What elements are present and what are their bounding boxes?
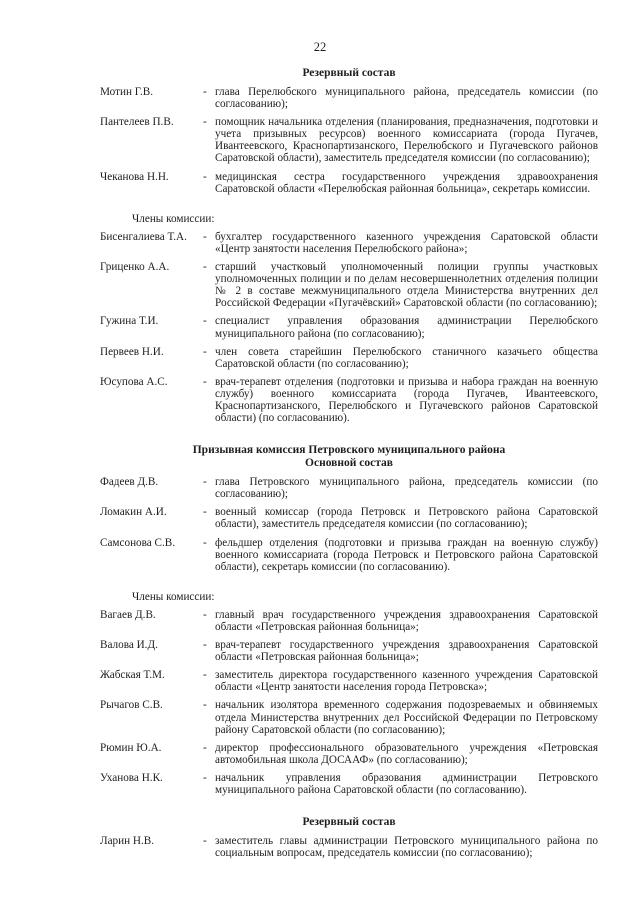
list-item bbox=[100, 376, 598, 424]
member-name: Рычагов С.В. bbox=[100, 699, 163, 712]
section-heading: Основной состав bbox=[305, 457, 393, 470]
member-name: Гриценко А.А. bbox=[100, 261, 170, 274]
member-name: Уханова Н.К. bbox=[100, 771, 163, 784]
list-item bbox=[100, 261, 598, 309]
member-position: член совета старейшин Перелюбского станичного казачьего общества Саратовской области (по согласованию); bbox=[215, 345, 598, 370]
member-name: Пантелеев П.В. bbox=[100, 116, 174, 129]
member-position: глава Перелюбского муниципального района, председатель комиссии (по согласованию); bbox=[215, 86, 598, 111]
member-name: Рюмин Ю.А. bbox=[100, 741, 162, 754]
member-position: военный комиссар (города Петровск и Петровского района Саратовской области), заместитель председателя комиссии (по согласованию); bbox=[215, 506, 598, 531]
list-item bbox=[100, 772, 598, 796]
dash: - bbox=[203, 639, 207, 652]
member-name: Чеканова Н.Н. bbox=[100, 170, 169, 183]
list-item bbox=[100, 171, 598, 195]
member-name: Ларин Н.В. bbox=[100, 835, 155, 848]
member-position: главный врач государственного учреждения здравоохранения Саратовской области «Петровская районная больница»; bbox=[215, 608, 598, 633]
list-item bbox=[100, 346, 598, 370]
list-item bbox=[100, 476, 598, 500]
member-position: директор профессионального образовательного учреждения «Петровская автомобильная школа ДОСААФ» (по согласованию); bbox=[215, 741, 598, 766]
list-item bbox=[100, 742, 598, 766]
member-name: Первеев Н.И. bbox=[100, 345, 164, 358]
dash: - bbox=[203, 315, 207, 328]
member-name: Валова И.Д. bbox=[100, 639, 158, 652]
section-reserve-perelyub bbox=[100, 67, 598, 195]
dash: - bbox=[203, 116, 207, 129]
member-position: врач-терапевт отделения (подготовки и призыва и набора граждан на военную службу) военного комиссариата (города Пугачев, Ивантеевского, Краснопартизанского, Перелюбского и Пугачевского районов Саратовской области) (по согласованию). bbox=[215, 375, 598, 425]
document-body bbox=[100, 67, 598, 859]
dash: - bbox=[203, 771, 207, 784]
member-name: Вагаев Д.В. bbox=[100, 608, 156, 621]
list-item bbox=[100, 116, 598, 164]
group-label: Члены комиссии: bbox=[132, 590, 215, 603]
dash: - bbox=[203, 506, 207, 519]
dash: - bbox=[203, 669, 207, 682]
dash: - bbox=[203, 608, 207, 621]
dash: - bbox=[203, 375, 207, 388]
member-name: Жабская Т.М. bbox=[100, 669, 165, 682]
member-position: помощник начальника отделения (планирования, предназначения, подготовки и учета призывных ресурсов) военного комиссариата (города Пугачев, Ивантеевского, Краснопартизанского, Перелюбского и Пугачевского районов Саратовской области), заместитель председателя комиссии (по согласованию); bbox=[215, 116, 598, 165]
section-reserve-petrovsk bbox=[100, 816, 598, 859]
section-members-petrovsk bbox=[100, 591, 598, 796]
list-item bbox=[100, 315, 598, 339]
list-item bbox=[100, 669, 598, 693]
list-item bbox=[100, 86, 598, 110]
member-position: глава Петровского муниципального района, председатель комиссии (по согласованию); bbox=[215, 476, 598, 501]
member-position: начальник изолятора временного содержания подозреваемых и обвиняемых отдела Министерства внутренних дел Российской Федерации по Петровскому району Саратовской области (по согласованию); bbox=[215, 699, 598, 736]
member-name: Гужина Т.И. bbox=[100, 315, 159, 328]
member-position: врач-терапевт государственного учреждения здравоохранения Саратовской области «Петровская районная больница»; bbox=[215, 639, 598, 664]
list-item bbox=[100, 835, 598, 859]
list-item bbox=[100, 231, 598, 255]
page-number: 22 bbox=[313, 40, 327, 54]
section-members-perelyub bbox=[100, 213, 598, 424]
dash: - bbox=[203, 170, 207, 183]
member-position: начальник управления образования администрации Петровского муниципального района Саратовской области (по согласованию). bbox=[215, 771, 598, 797]
dash: - bbox=[203, 536, 207, 549]
member-position: старший участковый уполномоченный полиции группы участковых уполномоченных полиции и по делам несовершеннолетних отделения полиции № 2 в составе межмуниципального отдела Министерства внутренних дел Российской Федерации «Пугачёвский» Саратовской области (по согласованию); bbox=[215, 261, 598, 310]
list-item bbox=[100, 699, 598, 735]
member-position: бухгалтер государственного казенного учреждения Саратовской области «Центр занятости населения Перелюбского района»; bbox=[215, 230, 598, 255]
list-item bbox=[100, 609, 598, 633]
dash: - bbox=[203, 230, 207, 243]
list-item bbox=[100, 506, 598, 530]
member-position: заместитель директора государственного казенного учреждения Саратовской области «Центр занятости населения города Петровска»; bbox=[215, 669, 598, 694]
dash: - bbox=[203, 86, 207, 98]
section-heading: Резервный состав bbox=[302, 816, 396, 829]
dash: - bbox=[203, 261, 207, 274]
member-name: Фадеев Д.В. bbox=[100, 476, 159, 489]
member-name: Мотин Г.В. bbox=[100, 86, 154, 98]
member-name: Бисенгалиева Т.А. bbox=[100, 230, 187, 243]
member-name: Ломакин А.И. bbox=[100, 506, 167, 519]
section-main-petrovsk bbox=[100, 444, 598, 573]
dash: - bbox=[203, 835, 207, 848]
commission-title: Призывная комиссия Петровского муниципального района bbox=[192, 444, 506, 457]
group-label: Члены комиссии: bbox=[132, 212, 215, 225]
member-position: заместитель главы администрации Петровского муниципального района по социальным вопросам, председатель комиссии (по согласованию); bbox=[215, 835, 598, 860]
member-position: специалист управления образования администрации Перелюбского муниципального района (по согласованию); bbox=[215, 315, 598, 340]
dash: - bbox=[203, 345, 207, 358]
list-item bbox=[100, 537, 598, 573]
dash: - bbox=[203, 699, 207, 712]
dash: - bbox=[203, 741, 207, 754]
section-heading: Резервный состав bbox=[302, 67, 396, 79]
member-position: фельдшер отделения (подготовки и призыва граждан на военную службу) военного комиссариата (города Петровск и Петровского района Саратовской области), секретарь комиссии (по согласованию). bbox=[215, 536, 598, 573]
member-name: Юсупова А.С. bbox=[100, 375, 168, 388]
member-position: медицинская сестра государственного учреждения здравоохранения Саратовской области «Перелюбская районная больница», секретарь комиссии. bbox=[215, 170, 598, 195]
dash: - bbox=[203, 476, 207, 489]
list-item bbox=[100, 639, 598, 663]
member-name: Самсонова С.В. bbox=[100, 536, 176, 549]
